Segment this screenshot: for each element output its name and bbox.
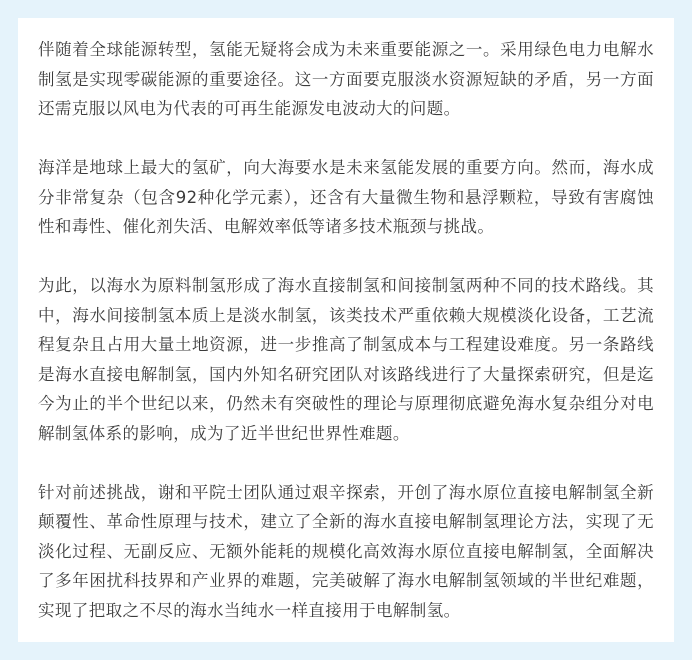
paragraph-gap — [38, 242, 654, 272]
paragraph-2: 海洋是地球上最大的氢矿，向大海要水是未来氢能发展的重要方向。然而，海水成分非常复杂（包含92种化学元素），还含有大量微生物和悬浮颗粒，导致有害腐蚀性和毒性、催化剂失活、电解效率低等诸多技术瓶颈与挑战。 — [38, 158, 654, 236]
paragraph-gap — [38, 124, 654, 154]
paragraph-gap — [38, 448, 654, 478]
paragraph-3: 为此，以海水为原料制氢形成了海水直接制氢和间接制氢两种不同的技术路线。其中，海水间接制氢本质上是淡水制氢，该类技术严重依赖大规模淡化设备，工艺流程复杂且占用大量土地资源，进一步推高了制氢成本与工程建设难度。另一条路线是海水直接电解制氢，国内外知名研究团队对该路线进行了大量探索研究，但是迄今为止的半个世纪以来，仍然未有突破性的理论与原理彻底避免海水复杂组分对电解制氢体系的影响，成为了近半世纪世界性难题。 — [38, 276, 654, 443]
paragraph-4: 针对前述挑战，谢和平院士团队通过艰辛探索，开创了海水原位直接电解制氢全新颠覆性、革命性原理与技术，建立了全新的海水直接电解制氢理论方法，实现了无淡化过程、无副反应、无额外能耗的规模化高效海水原位直接电解制氢，全面解决了多年困扰科技界和产业界的难题，完美破解了海水电解制氢领域的半世纪难题，实现了把取之不尽的海水当纯水一样直接用于电解制氢。 — [38, 482, 654, 620]
paragraph-1: 伴随着全球能源转型，氢能无疑将会成为未来重要能源之一。采用绿色电力电解水制氢是实现零碳能源的重要途径。这一方面要克服淡水资源短缺的矛盾，另一方面还需克服以风电为代表的可再生能源发电波动大的问题。 — [38, 40, 654, 118]
article-card — [18, 18, 674, 642]
